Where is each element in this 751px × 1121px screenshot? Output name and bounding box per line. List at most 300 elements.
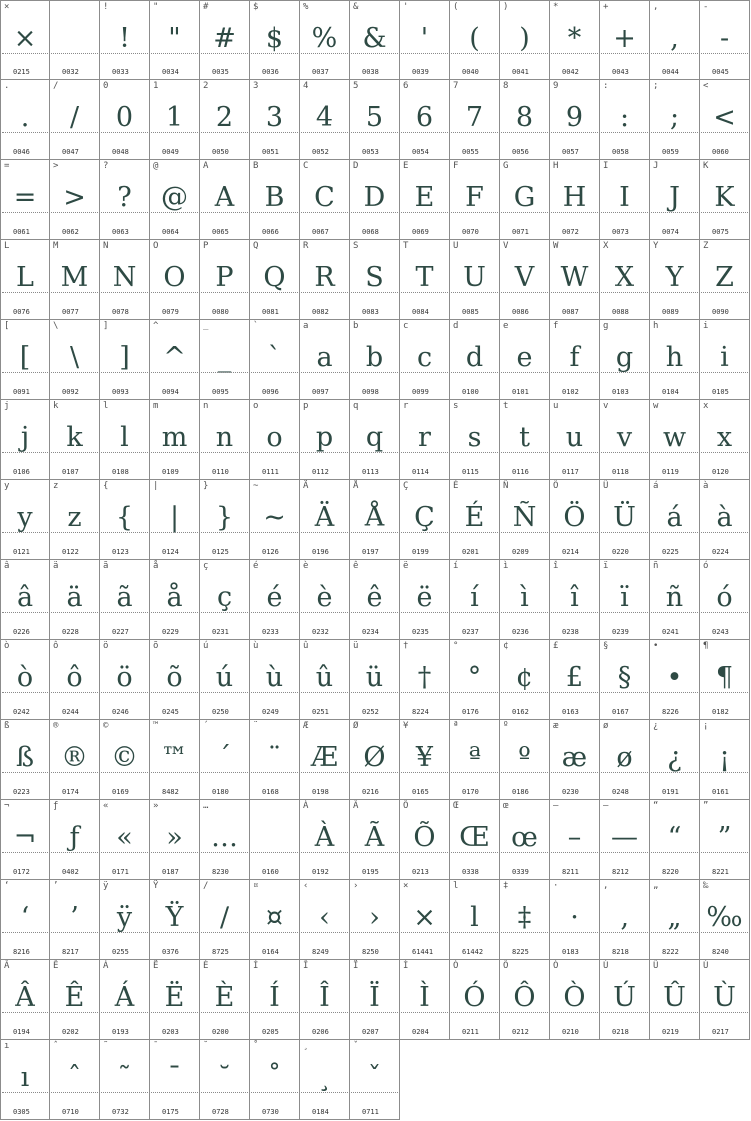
glyph-sample: . [20,102,30,133]
baseline-guide [151,932,198,933]
glyph-sample: ö [116,662,133,693]
glyph-label: n [203,401,209,411]
glyph-cell [100,0,150,80]
glyph-label: ˆ [53,1041,59,1051]
baseline-guide [301,532,348,533]
glyph-code: 0235 [412,628,429,636]
glyph-sample: ™ [161,742,188,773]
glyph-label: Ò [553,961,559,971]
glyph-cell [650,800,700,880]
glyph-sample: Î [319,982,330,1013]
baseline-guide [351,1092,398,1093]
baseline-guide [451,292,498,293]
baseline-guide [501,372,548,373]
glyph-code: 0194 [13,1028,30,1036]
glyph-code: 0169 [112,788,129,796]
glyph-label: E [403,161,409,171]
glyph-sample: ' [420,23,429,54]
glyph-sample: ù [265,662,284,693]
baseline-guide [501,772,548,773]
glyph-code: 0198 [312,788,329,796]
glyph-cell [550,560,600,640]
baseline-guide [601,772,648,773]
glyph-cell [300,720,350,800]
glyph-code: 0098 [362,388,379,396]
glyph-label: æ [553,721,559,731]
glyph-sample: ˘ [217,1062,232,1093]
glyph-cell [100,720,150,800]
glyph-cell [350,880,400,960]
glyph-sample: 3 [265,102,284,133]
glyph-code: 0095 [212,388,229,396]
glyph-code: 0233 [262,628,279,636]
glyph-cell [600,720,650,800]
glyph-label: 2 [203,81,209,91]
glyph-cell [600,880,650,960]
glyph-cell [400,400,450,480]
glyph-code: 0124 [162,548,179,556]
glyph-label: ¸ [303,1041,309,1051]
glyph-code: 0068 [362,228,379,236]
glyph-label: t [503,401,509,411]
glyph-label: É [453,481,459,491]
glyph-code: 61441 [412,948,434,956]
baseline-guide [351,132,398,133]
glyph-label: S [353,241,359,251]
glyph-code: 0164 [262,948,279,956]
baseline-guide [251,932,298,933]
baseline-guide [701,452,748,453]
baseline-guide [351,1012,398,1013]
baseline-guide [651,772,698,773]
glyph-code: 0226 [13,628,30,636]
baseline-guide [401,372,448,373]
glyph-sample: b [365,342,384,373]
glyph-sample: ~ [263,502,286,533]
glyph-code: 0108 [112,468,129,476]
glyph-code: 0244 [62,708,79,716]
glyph-code: 0032 [62,68,79,76]
glyph-code: 0069 [412,228,429,236]
glyph-cell [350,240,400,320]
glyph-sample: Ç [414,502,435,533]
glyph-code: 0207 [362,1028,379,1036]
baseline-guide [101,132,148,133]
glyph-sample: z [67,502,82,533]
glyph-sample: [ [19,342,31,373]
glyph-code: 0211 [462,1028,479,1036]
glyph-code: 0063 [112,228,129,236]
glyph-cell [100,160,150,240]
glyph-label: 5 [353,81,359,91]
glyph-label: ¯ [153,1041,159,1051]
glyph-label: ) [503,2,509,12]
glyph-code: 0125 [212,548,229,556]
glyph-label: Í [253,961,259,971]
glyph-code: 0126 [262,548,279,556]
glyph-cell [200,1040,250,1120]
glyph-label: ã [103,561,109,571]
baseline-guide [401,932,448,933]
glyph-cell [350,640,400,720]
glyph-cell [350,800,400,880]
glyph-cell [350,720,400,800]
glyph-code: 0122 [62,548,79,556]
glyph-sample: ] [119,342,130,373]
glyph-label: K [703,161,709,171]
glyph-cell [650,320,700,400]
glyph-code: 0094 [162,388,179,396]
glyph-cell [550,400,600,480]
baseline-guide [201,532,248,533]
glyph-label: ß [4,721,10,731]
glyph-label: Ü [603,481,609,491]
glyph-label: 8 [503,81,509,91]
glyph-cell [150,80,200,160]
glyph-code: 0710 [62,1108,79,1116]
glyph-cell [300,560,350,640]
glyph-code: 0250 [212,708,229,716]
baseline-guide [301,852,348,853]
glyph-sample: , [670,23,679,54]
glyph-sample: Ø [363,742,386,773]
glyph-sample: f [569,342,580,373]
glyph-cell [300,800,350,880]
glyph-sample: “ [667,822,682,853]
glyph-label: • [653,641,659,651]
glyph-label: ´ [203,721,209,731]
baseline-guide [301,1092,348,1093]
glyph-sample: X [614,262,635,293]
baseline-guide [351,532,398,533]
baseline-guide [301,932,348,933]
glyph-cell [450,0,500,80]
glyph-label: > [53,161,59,171]
glyph-cell [300,240,350,320]
glyph-cell [100,800,150,880]
glyph-code: 0202 [62,1028,79,1036]
glyph-code: 0183 [562,948,579,956]
baseline-guide [501,692,548,693]
glyph-cell [0,160,50,240]
glyph-cell [450,480,500,560]
baseline-guide [101,452,148,453]
glyph-code: 0118 [612,468,629,476]
glyph-cell [350,0,400,80]
glyph-code: 0215 [13,68,30,76]
baseline-guide [551,212,598,213]
baseline-guide [251,532,298,533]
glyph-cell [250,320,300,400]
glyph-sample: Ï [369,982,380,1013]
glyph-sample: Ò [563,982,586,1013]
glyph-cell [0,80,50,160]
glyph-cell [550,640,600,720]
glyph-label: Õ [403,801,409,811]
glyph-code: 0212 [512,1028,529,1036]
glyph-sample: ( [469,23,480,54]
glyph-code: 0088 [612,308,629,316]
baseline-guide [401,292,448,293]
glyph-label: ˚ [253,1041,259,1051]
glyph-cell [700,320,750,400]
glyph-cell [500,80,550,160]
glyph-label: ] [103,321,109,331]
baseline-guide [101,1092,148,1093]
glyph-code: 0231 [212,628,229,636]
glyph-cell [300,160,350,240]
baseline-guide [151,53,198,54]
glyph-label: H [553,161,559,171]
glyph-label: @ [153,161,159,171]
glyph-cell [150,960,200,1040]
glyph-cell [0,480,50,560]
baseline-guide [51,692,98,693]
glyph-cell [350,480,400,560]
glyph-cell [300,1040,350,1120]
glyph-cell [550,80,600,160]
baseline-guide [451,372,498,373]
baseline-guide [351,212,398,213]
glyph-label: ¬ [4,801,10,811]
glyph-cell [700,720,750,800]
glyph-code: 0102 [562,388,579,396]
glyph-code: 0204 [412,1028,429,1036]
glyph-sample: ˇ [367,1062,382,1093]
glyph-cell [200,400,250,480]
glyph-code: 0038 [362,68,379,76]
glyph-code: 0195 [362,868,379,876]
glyph-code: 0113 [362,468,379,476]
baseline-guide [251,212,298,213]
glyph-sample: å [166,582,183,613]
glyph-cell [700,240,750,320]
glyph-cell [0,1040,50,1120]
glyph-code: 0237 [462,628,479,636]
glyph-label: Û [653,961,659,971]
glyph-code: 0184 [312,1108,329,1116]
baseline-guide [101,292,148,293]
glyph-cell [200,560,250,640]
glyph-cell [250,400,300,480]
glyph-cell [250,480,300,560]
baseline-guide [251,452,298,453]
glyph-label: j [4,401,10,411]
glyph-label: © [103,721,109,731]
glyph-cell [450,320,500,400]
glyph-label: ó [703,561,709,571]
glyph-label: - [703,2,709,12]
baseline-guide [401,132,448,133]
glyph-code: 8482 [162,788,179,796]
glyph-label: G [503,161,509,171]
glyph-code: 8240 [712,948,729,956]
glyph-code: 0057 [562,148,579,156]
glyph-code: 0175 [162,1108,179,1116]
baseline-guide [451,212,498,213]
glyph-code: 0065 [212,228,229,236]
glyph-cell [200,80,250,160]
baseline-guide [601,852,648,853]
glyph-cell [500,800,550,880]
baseline-guide [401,53,448,54]
glyph-sample: @ [161,182,188,213]
glyph-label: ∕ [203,881,209,891]
baseline-guide [601,292,648,293]
glyph-label: Â [4,961,10,971]
glyph-code: 0171 [112,868,129,876]
glyph-label: L [4,241,10,251]
glyph-sample: Ñ [512,502,537,533]
baseline-guide [551,292,598,293]
baseline-guide [51,532,98,533]
glyph-cell [150,800,200,880]
glyph-cell [300,400,350,480]
baseline-guide [351,852,398,853]
glyph-label: . [4,81,10,91]
glyph-cell [700,560,750,640]
glyph-cell [700,480,750,560]
glyph-cell [700,800,750,880]
glyph-code: 0192 [312,868,329,876]
baseline-guide [701,772,748,773]
glyph-label: ¿ [653,721,659,731]
glyph-cell [100,640,150,720]
glyph-label: ‚ [603,881,609,891]
baseline-guide [701,532,748,533]
glyph-sample: F [465,182,484,213]
baseline-guide [551,692,598,693]
baseline-guide [651,612,698,613]
glyph-label: Æ [303,721,309,731]
glyph-label: ÿ [103,881,109,891]
glyph-sample: k [66,422,83,453]
glyph-sample: 5 [365,102,384,133]
glyph-cell [250,0,300,80]
glyph-code: 0210 [562,1028,579,1036]
glyph-sample: ß [15,742,35,773]
glyph-cell [300,480,350,560]
glyph-label: Ñ [503,481,509,491]
baseline-guide [301,1012,348,1013]
glyph-sample: ı [20,1062,30,1093]
glyph-cell [550,480,600,560]
glyph-sample: _ [217,342,232,373]
glyph-label: Ê [53,961,59,971]
baseline-guide [701,612,748,613]
glyph-sample: S [365,262,384,293]
glyph-label: 9 [553,81,559,91]
baseline-guide [351,612,398,613]
glyph-code: 0117 [562,468,579,476]
baseline-guide [451,932,498,933]
glyph-label: ¥ [403,721,409,731]
glyph-code: 0243 [712,628,729,636]
glyph-code: 0119 [662,468,679,476]
glyph-label: % [303,2,309,12]
glyph-code: 8216 [13,948,30,956]
glyph-code: 0245 [162,708,179,716]
glyph-code: 0053 [362,148,379,156]
glyph-cell [700,880,750,960]
glyph-label: Ì [403,961,409,971]
glyph-label: A [203,161,209,171]
glyph-code: 0732 [112,1108,129,1116]
glyph-label: l [103,401,109,411]
baseline-guide [601,212,648,213]
glyph-label: § [603,641,609,651]
glyph-cell [0,640,50,720]
glyph-label: ò [4,641,10,651]
glyph-label: ˇ [353,1041,359,1051]
baseline-guide [401,852,448,853]
glyph-cell [650,960,700,1040]
glyph-code: 0172 [13,868,30,876]
glyph-label: C [303,161,309,171]
glyph-cell [0,400,50,480]
glyph-sample: / [69,102,80,133]
glyph-label: y [4,481,10,491]
baseline-guide [51,1092,98,1093]
glyph-code: 0203 [162,1028,179,1036]
glyph-code: 0246 [112,708,129,716]
glyph-code: 0070 [462,228,479,236]
glyph-sample: æ [561,742,588,773]
baseline-guide [451,53,498,54]
glyph-label: é [253,561,259,571]
glyph-cell [650,240,700,320]
glyph-sample: Å [364,502,385,533]
glyph-code: 8217 [62,948,79,956]
glyph-cell [200,0,250,80]
baseline-guide [51,452,98,453]
glyph-code: 0305 [13,1108,30,1116]
baseline-guide [551,852,598,853]
glyph-cell [650,0,700,80]
glyph-sample: ¢ [515,662,534,693]
glyph-label: # [203,2,209,12]
glyph-code: 8225 [512,948,529,956]
glyph-label: \ [53,321,59,331]
baseline-guide [301,692,348,693]
baseline-guide [2,212,48,213]
glyph-cell [400,560,450,640]
glyph-cell [150,400,200,480]
baseline-guide [2,692,48,693]
glyph-cell [400,640,450,720]
glyph-cell [600,400,650,480]
glyph-cell [50,880,100,960]
glyph-sample: õ [166,662,183,693]
glyph-sample: h [665,342,684,373]
glyph-label: º [503,721,509,731]
glyph-code: 0191 [662,788,679,796]
glyph-cell [450,400,500,480]
glyph-sample: B [264,182,285,213]
glyph-cell [700,0,750,80]
glyph-code: 8226 [662,708,679,716]
glyph-code: 0236 [512,628,529,636]
glyph-code: 0199 [412,548,429,556]
glyph-label: : [603,81,609,91]
glyph-cell [550,320,600,400]
glyph-label: " [153,2,159,12]
glyph-label: g [603,321,609,331]
glyph-sample: O [163,262,186,293]
glyph-sample: ì [520,582,529,613]
glyph-label: ƒ [53,801,59,811]
glyph-code: 0230 [562,788,579,796]
